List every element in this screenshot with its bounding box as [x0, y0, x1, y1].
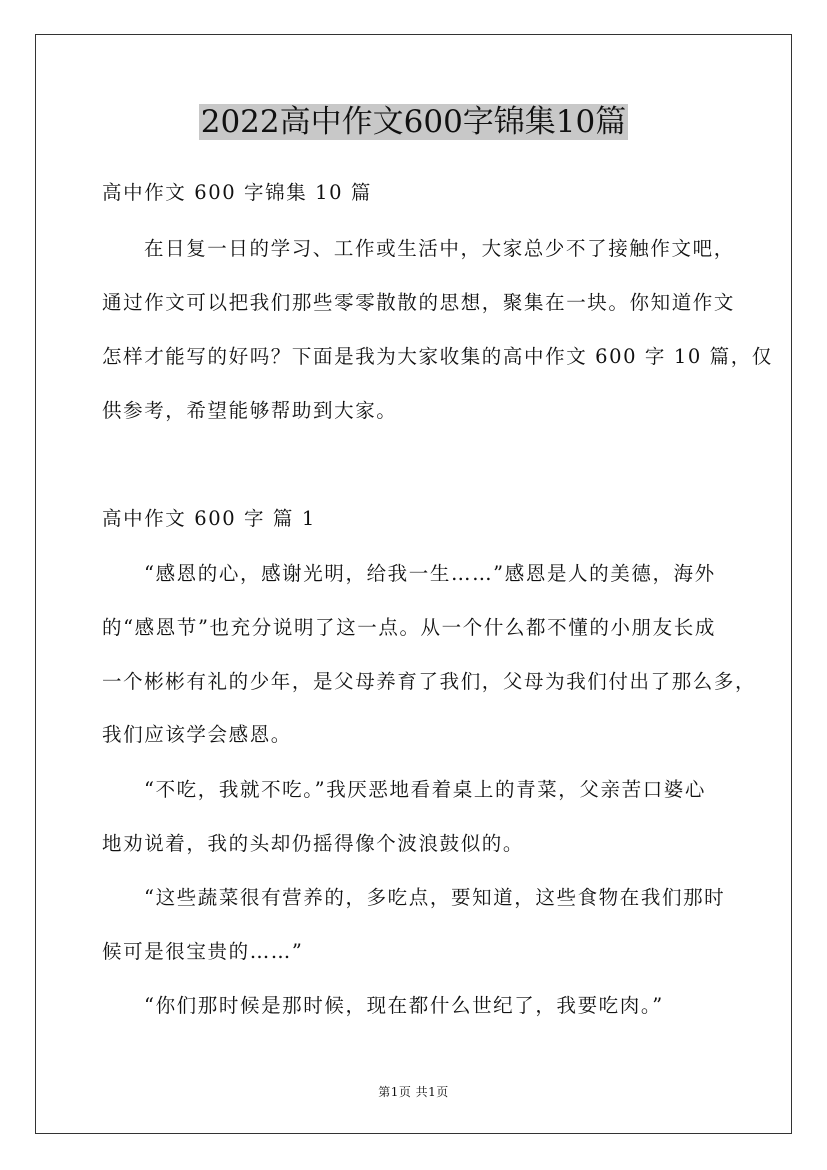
- body-line-4: 我们应该学会感恩。: [102, 723, 292, 746]
- document-title-text: 2022高中作文600字锦集10篇: [200, 104, 627, 140]
- intro-line-1: 在日复一日的学习、工作或生活中，大家总少不了接触作文吧，: [144, 237, 735, 260]
- body-line-2: 的“感恩节”也充分说明了这一点。从一个什么都不懂的小朋友长成: [102, 616, 716, 639]
- body-line-6: 地劝说着，我的头却仍摇得像个波浪鼓似的。: [102, 832, 525, 855]
- page-number-footer: 第1页 共1页: [378, 1085, 449, 1099]
- body-line-8: 候可是很宝贵的……”: [102, 940, 304, 963]
- intro-line-4: 供参考，希望能够帮助到大家。: [102, 399, 398, 422]
- document-subtitle: 高中作文 600 字锦集 10 篇: [102, 181, 373, 204]
- body-line-1: “感恩的心，感谢光明，给我一生……”感恩是人的美德，海外: [144, 562, 716, 585]
- body-line-7: “这些蔬菜很有营养的，多吃点，要知道，这些食物在我们那时: [144, 886, 726, 909]
- section-heading: 高中作文 600 字 篇 1: [102, 507, 316, 530]
- body-line-5: “不吃，我就不吃。”我厌恶地看着桌上的青菜，父亲苦口婆心: [144, 778, 706, 801]
- intro-line-3: 怎样才能写的好吗？下面是我为大家收集的高中作文 600 字 10 篇，仅: [102, 345, 773, 368]
- body-line-9: “你们那时候是那时候，现在都什么世纪了，我要吃肉。”: [144, 994, 664, 1017]
- document-title: [0, 100, 827, 144]
- body-line-3: 一个彬彬有礼的少年，是父母养育了我们，父母为我们付出了那么多，: [102, 670, 757, 693]
- intro-line-2: 通过作文可以把我们那些零零散散的思想，聚集在一块。你知道作文: [102, 291, 736, 314]
